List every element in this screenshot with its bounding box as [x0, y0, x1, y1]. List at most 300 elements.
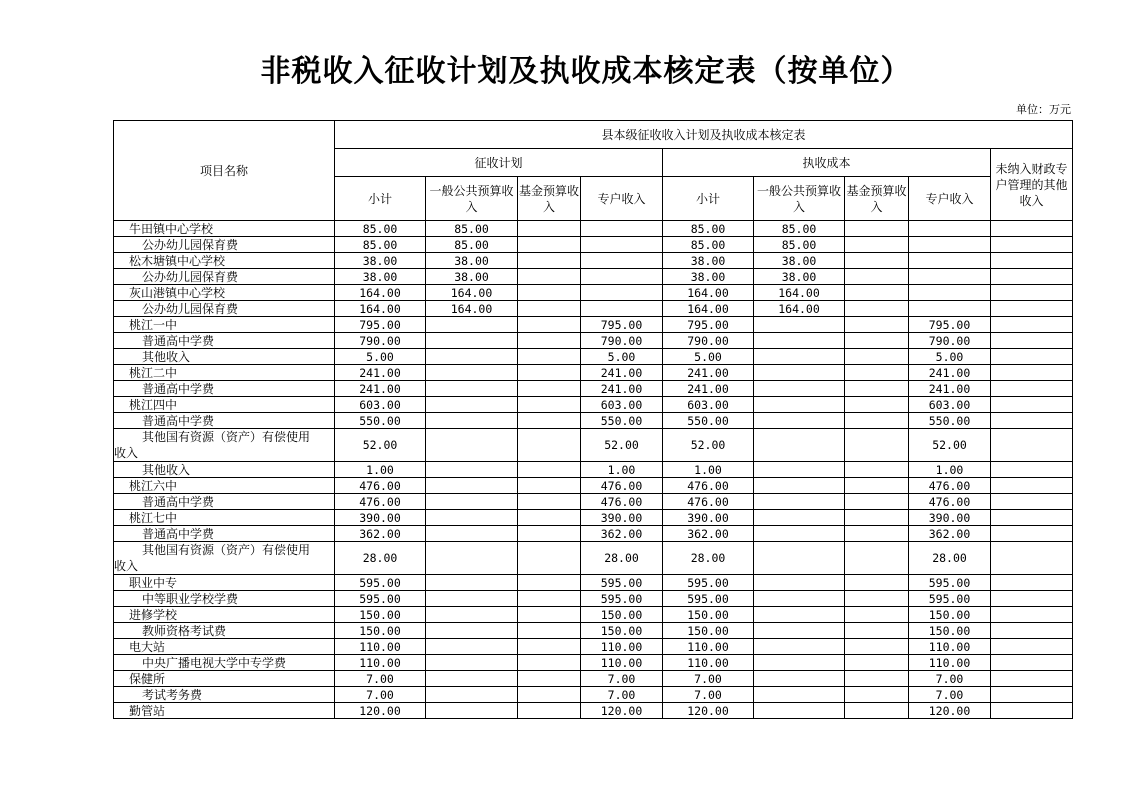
- row-value-cell: [426, 591, 518, 607]
- row-value-cell: [991, 575, 1073, 591]
- row-value-cell: 795.00: [335, 317, 426, 333]
- row-value-cell: 7.00: [909, 687, 991, 703]
- row-value-cell: [518, 526, 581, 542]
- table-row: [114, 237, 1073, 253]
- row-value-cell: [518, 510, 581, 526]
- row-value-cell: 164.00: [335, 301, 426, 317]
- row-value-cell: [991, 365, 1073, 381]
- row-item-name: 普通高中学费: [114, 526, 335, 542]
- row-value-cell: [518, 591, 581, 607]
- row-item-name: 桃江一中: [114, 317, 335, 333]
- table-row: [114, 623, 1073, 639]
- row-value-cell: [518, 301, 581, 317]
- row-value-cell: [426, 317, 518, 333]
- row-value-cell: [991, 381, 1073, 397]
- row-value-cell: [754, 494, 845, 510]
- row-value-cell: [518, 703, 581, 719]
- row-value-cell: [909, 301, 991, 317]
- header-cost-general-budget: 一般公共预算收入: [754, 177, 845, 221]
- row-value-cell: [991, 607, 1073, 623]
- row-value-cell: [991, 639, 1073, 655]
- row-value-cell: 7.00: [663, 671, 754, 687]
- row-value-cell: [518, 269, 581, 285]
- row-value-cell: [845, 542, 909, 575]
- row-value-cell: 150.00: [335, 623, 426, 639]
- row-value-cell: [991, 237, 1073, 253]
- row-value-cell: [754, 478, 845, 494]
- table-row: [114, 221, 1073, 237]
- row-value-cell: 476.00: [335, 494, 426, 510]
- header-plan-special-account: 专户收入: [581, 177, 663, 221]
- row-value-cell: 150.00: [581, 623, 663, 639]
- row-item-name: 中央广播电视大学中专学费: [114, 655, 335, 671]
- row-value-cell: 595.00: [335, 575, 426, 591]
- row-value-cell: [518, 237, 581, 253]
- row-item-name: 考试考务费: [114, 687, 335, 703]
- row-value-cell: [426, 623, 518, 639]
- row-value-cell: [845, 655, 909, 671]
- row-value-cell: [518, 317, 581, 333]
- row-value-cell: [426, 510, 518, 526]
- row-value-cell: [426, 381, 518, 397]
- row-value-cell: 795.00: [909, 317, 991, 333]
- row-value-cell: [518, 285, 581, 301]
- row-value-cell: 595.00: [909, 575, 991, 591]
- row-value-cell: 110.00: [909, 639, 991, 655]
- row-item-name: 松木塘镇中心学校: [114, 253, 335, 269]
- row-value-cell: 110.00: [581, 639, 663, 655]
- row-value-cell: [991, 317, 1073, 333]
- row-value-cell: [991, 655, 1073, 671]
- row-value-cell: [991, 301, 1073, 317]
- row-value-cell: [754, 687, 845, 703]
- row-value-cell: [518, 397, 581, 413]
- row-value-cell: [754, 526, 845, 542]
- row-value-cell: 1.00: [335, 462, 426, 478]
- row-value-cell: [754, 510, 845, 526]
- row-value-cell: [845, 575, 909, 591]
- row-value-cell: [754, 671, 845, 687]
- row-value-cell: [581, 253, 663, 269]
- row-value-cell: 38.00: [335, 253, 426, 269]
- row-value-cell: [991, 462, 1073, 478]
- header-not-included: 未纳入财政专户管理的其他收入: [991, 149, 1073, 221]
- table-row: [114, 397, 1073, 413]
- row-item-name: 进修学校: [114, 607, 335, 623]
- row-value-cell: 110.00: [335, 655, 426, 671]
- row-value-cell: 85.00: [335, 221, 426, 237]
- row-value-cell: [518, 671, 581, 687]
- table-row: [114, 333, 1073, 349]
- row-value-cell: [581, 221, 663, 237]
- row-value-cell: 85.00: [426, 221, 518, 237]
- row-value-cell: [754, 365, 845, 381]
- row-item-name: 普通高中学费: [114, 494, 335, 510]
- row-value-cell: 241.00: [335, 365, 426, 381]
- row-value-cell: 390.00: [909, 510, 991, 526]
- row-value-cell: [845, 623, 909, 639]
- table-row: [114, 687, 1073, 703]
- row-value-cell: [845, 494, 909, 510]
- row-item-name: 其他收入: [114, 349, 335, 365]
- row-value-cell: 120.00: [663, 703, 754, 719]
- row-value-cell: [991, 591, 1073, 607]
- table-row: [114, 494, 1073, 510]
- row-value-cell: [518, 494, 581, 510]
- row-value-cell: [426, 429, 518, 462]
- row-value-cell: [845, 639, 909, 655]
- row-value-cell: [845, 221, 909, 237]
- row-value-cell: [426, 462, 518, 478]
- row-value-cell: [754, 397, 845, 413]
- row-item-name: 普通高中学费: [114, 381, 335, 397]
- row-value-cell: [991, 397, 1073, 413]
- row-value-cell: [518, 542, 581, 575]
- table-row: [114, 542, 1073, 575]
- row-value-cell: [991, 253, 1073, 269]
- row-value-cell: 85.00: [663, 221, 754, 237]
- table-row: [114, 478, 1073, 494]
- row-value-cell: [991, 703, 1073, 719]
- row-value-cell: [518, 655, 581, 671]
- row-value-cell: 164.00: [663, 301, 754, 317]
- row-value-cell: [991, 429, 1073, 462]
- row-value-cell: [518, 349, 581, 365]
- row-value-cell: 1.00: [581, 462, 663, 478]
- row-value-cell: [845, 671, 909, 687]
- row-value-cell: 38.00: [335, 269, 426, 285]
- row-value-cell: 110.00: [663, 639, 754, 655]
- header-execution-cost: 执收成本: [663, 149, 991, 177]
- row-value-cell: [518, 687, 581, 703]
- unit-label: 单位：万元: [1016, 103, 1071, 116]
- row-value-cell: [845, 510, 909, 526]
- row-value-cell: 150.00: [581, 607, 663, 623]
- table-row: [114, 365, 1073, 381]
- row-value-cell: [426, 703, 518, 719]
- row-value-cell: 603.00: [909, 397, 991, 413]
- row-value-cell: [518, 462, 581, 478]
- row-item-name: 勤管站: [114, 703, 335, 719]
- row-value-cell: 362.00: [581, 526, 663, 542]
- row-value-cell: 595.00: [909, 591, 991, 607]
- row-value-cell: 7.00: [581, 671, 663, 687]
- row-value-cell: [909, 253, 991, 269]
- row-item-name: 桃江七中: [114, 510, 335, 526]
- row-value-cell: 52.00: [909, 429, 991, 462]
- row-value-cell: 795.00: [581, 317, 663, 333]
- row-value-cell: [991, 671, 1073, 687]
- row-value-cell: [845, 429, 909, 462]
- row-item-name-line2: 收入: [114, 559, 139, 573]
- row-value-cell: 476.00: [663, 494, 754, 510]
- row-item-name: 职业中专: [114, 575, 335, 591]
- row-value-cell: [754, 349, 845, 365]
- header-plan-fund-budget: 基金预算收入: [518, 177, 581, 221]
- row-value-cell: 5.00: [909, 349, 991, 365]
- row-item-name: 公办幼儿园保育费: [114, 237, 335, 253]
- row-value-cell: 595.00: [335, 591, 426, 607]
- row-value-cell: [518, 607, 581, 623]
- header-county-level: 县本级征收收入计划及执收成本核定表: [335, 121, 1073, 149]
- row-value-cell: 38.00: [426, 253, 518, 269]
- fee-plan-table: [113, 120, 1073, 719]
- row-value-cell: 5.00: [663, 349, 754, 365]
- row-value-cell: 28.00: [335, 542, 426, 575]
- row-value-cell: [754, 703, 845, 719]
- row-value-cell: [991, 623, 1073, 639]
- header-cost-special-account: 专户收入: [909, 177, 991, 221]
- row-value-cell: 110.00: [581, 655, 663, 671]
- row-value-cell: [754, 575, 845, 591]
- table-body: [114, 221, 1073, 719]
- row-value-cell: 150.00: [909, 623, 991, 639]
- row-value-cell: 7.00: [581, 687, 663, 703]
- row-value-cell: 7.00: [335, 687, 426, 703]
- row-value-cell: 38.00: [754, 253, 845, 269]
- row-value-cell: 476.00: [909, 494, 991, 510]
- row-value-cell: [518, 575, 581, 591]
- row-value-cell: 150.00: [909, 607, 991, 623]
- row-value-cell: 476.00: [581, 478, 663, 494]
- row-value-cell: [991, 285, 1073, 301]
- row-value-cell: [754, 639, 845, 655]
- row-value-cell: 85.00: [663, 237, 754, 253]
- row-value-cell: [845, 607, 909, 623]
- row-value-cell: [518, 478, 581, 494]
- row-value-cell: 28.00: [663, 542, 754, 575]
- row-value-cell: 110.00: [663, 655, 754, 671]
- row-value-cell: [991, 221, 1073, 237]
- row-value-cell: [426, 655, 518, 671]
- row-value-cell: 550.00: [663, 413, 754, 429]
- row-value-cell: 150.00: [663, 623, 754, 639]
- table-row: [114, 269, 1073, 285]
- row-value-cell: 241.00: [581, 365, 663, 381]
- row-item-name: [114, 542, 335, 575]
- row-value-cell: [991, 542, 1073, 575]
- header-cost-fund-budget: 基金预算收入: [845, 177, 909, 221]
- header-cost-subtotal: 小计: [663, 177, 754, 221]
- table-row: [114, 655, 1073, 671]
- row-value-cell: 476.00: [663, 478, 754, 494]
- row-value-cell: 120.00: [909, 703, 991, 719]
- row-value-cell: [754, 591, 845, 607]
- header-plan-subtotal: 小计: [335, 177, 426, 221]
- row-value-cell: 120.00: [335, 703, 426, 719]
- row-value-cell: [754, 542, 845, 575]
- row-value-cell: 5.00: [581, 349, 663, 365]
- row-value-cell: [845, 365, 909, 381]
- row-item-name: 公办幼儿园保育费: [114, 301, 335, 317]
- row-value-cell: [845, 413, 909, 429]
- row-value-cell: [518, 381, 581, 397]
- row-value-cell: 595.00: [581, 591, 663, 607]
- row-value-cell: 603.00: [663, 397, 754, 413]
- row-value-cell: [845, 381, 909, 397]
- row-value-cell: [426, 349, 518, 365]
- row-value-cell: [426, 639, 518, 655]
- row-value-cell: 38.00: [754, 269, 845, 285]
- row-value-cell: [991, 510, 1073, 526]
- row-value-cell: [426, 494, 518, 510]
- row-value-cell: [426, 687, 518, 703]
- row-value-cell: [845, 397, 909, 413]
- row-value-cell: [845, 301, 909, 317]
- table-row: [114, 639, 1073, 655]
- row-value-cell: [426, 607, 518, 623]
- table-row: [114, 413, 1073, 429]
- row-item-name: 其他收入: [114, 462, 335, 478]
- row-value-cell: [426, 478, 518, 494]
- row-value-cell: [909, 269, 991, 285]
- row-item-name: [114, 429, 335, 462]
- row-value-cell: [426, 575, 518, 591]
- row-value-cell: 550.00: [909, 413, 991, 429]
- row-value-cell: [754, 381, 845, 397]
- row-value-cell: 164.00: [335, 285, 426, 301]
- row-value-cell: [518, 253, 581, 269]
- row-value-cell: [845, 285, 909, 301]
- row-value-cell: 52.00: [581, 429, 663, 462]
- row-item-name: 公办幼儿园保育费: [114, 269, 335, 285]
- header-item-name: 项目名称: [114, 121, 335, 221]
- row-value-cell: 150.00: [663, 607, 754, 623]
- row-value-cell: 362.00: [663, 526, 754, 542]
- row-value-cell: 595.00: [663, 575, 754, 591]
- row-value-cell: 150.00: [335, 607, 426, 623]
- row-value-cell: [426, 397, 518, 413]
- row-value-cell: 790.00: [663, 333, 754, 349]
- table-row: [114, 510, 1073, 526]
- row-value-cell: [991, 526, 1073, 542]
- row-value-cell: [754, 429, 845, 462]
- row-value-cell: 164.00: [426, 285, 518, 301]
- row-value-cell: 241.00: [581, 381, 663, 397]
- row-value-cell: 390.00: [663, 510, 754, 526]
- row-value-cell: [845, 253, 909, 269]
- row-item-name: 牛田镇中心学校: [114, 221, 335, 237]
- row-value-cell: 476.00: [335, 478, 426, 494]
- row-value-cell: [518, 221, 581, 237]
- row-value-cell: [426, 333, 518, 349]
- row-value-cell: [518, 333, 581, 349]
- row-item-name: 普通高中学费: [114, 333, 335, 349]
- row-value-cell: 790.00: [909, 333, 991, 349]
- row-value-cell: [991, 413, 1073, 429]
- row-value-cell: [845, 317, 909, 333]
- row-value-cell: 120.00: [581, 703, 663, 719]
- row-value-cell: 390.00: [581, 510, 663, 526]
- row-value-cell: [845, 269, 909, 285]
- row-value-cell: 790.00: [581, 333, 663, 349]
- header-collection-plan: 征收计划: [335, 149, 663, 177]
- row-value-cell: [754, 317, 845, 333]
- row-value-cell: [581, 237, 663, 253]
- row-item-name: 教师资格考试费: [114, 623, 335, 639]
- row-value-cell: [845, 349, 909, 365]
- row-value-cell: 38.00: [663, 269, 754, 285]
- row-item-name: 桃江二中: [114, 365, 335, 381]
- row-value-cell: 790.00: [335, 333, 426, 349]
- row-value-cell: 241.00: [663, 365, 754, 381]
- table-row: [114, 607, 1073, 623]
- table-row: [114, 381, 1073, 397]
- row-value-cell: [845, 478, 909, 494]
- table-row: [114, 671, 1073, 687]
- row-value-cell: [845, 333, 909, 349]
- row-value-cell: 164.00: [663, 285, 754, 301]
- row-value-cell: [754, 413, 845, 429]
- row-item-name: 保健所: [114, 671, 335, 687]
- row-value-cell: [754, 462, 845, 478]
- row-value-cell: 241.00: [663, 381, 754, 397]
- row-value-cell: [518, 623, 581, 639]
- table-row: [114, 429, 1073, 462]
- row-value-cell: [581, 301, 663, 317]
- row-value-cell: 550.00: [581, 413, 663, 429]
- table-row: [114, 703, 1073, 719]
- row-value-cell: 164.00: [754, 301, 845, 317]
- row-value-cell: 603.00: [581, 397, 663, 413]
- row-item-name: 桃江六中: [114, 478, 335, 494]
- table-row: [114, 575, 1073, 591]
- row-value-cell: 52.00: [663, 429, 754, 462]
- row-item-name: 桃江四中: [114, 397, 335, 413]
- row-value-cell: [426, 365, 518, 381]
- row-value-cell: [909, 221, 991, 237]
- row-value-cell: 7.00: [663, 687, 754, 703]
- row-value-cell: [754, 655, 845, 671]
- row-value-cell: 550.00: [335, 413, 426, 429]
- table-row: [114, 301, 1073, 317]
- table-row: [114, 285, 1073, 301]
- row-item-name: 灰山港镇中心学校: [114, 285, 335, 301]
- row-value-cell: [991, 333, 1073, 349]
- row-value-cell: [754, 333, 845, 349]
- row-value-cell: 7.00: [909, 671, 991, 687]
- row-value-cell: [581, 285, 663, 301]
- row-value-cell: [991, 494, 1073, 510]
- row-value-cell: [845, 237, 909, 253]
- row-value-cell: 595.00: [581, 575, 663, 591]
- row-value-cell: [518, 413, 581, 429]
- row-item-name: 普通高中学费: [114, 413, 335, 429]
- row-value-cell: 52.00: [335, 429, 426, 462]
- row-value-cell: 38.00: [426, 269, 518, 285]
- row-value-cell: [426, 526, 518, 542]
- row-value-cell: 110.00: [335, 639, 426, 655]
- row-value-cell: 1.00: [663, 462, 754, 478]
- table-row: [114, 591, 1073, 607]
- row-value-cell: [845, 462, 909, 478]
- header-plan-general-budget: 一般公共预算收入: [426, 177, 518, 221]
- row-value-cell: 7.00: [335, 671, 426, 687]
- row-value-cell: [845, 526, 909, 542]
- row-value-cell: [845, 687, 909, 703]
- row-value-cell: 85.00: [335, 237, 426, 253]
- row-item-name: 中等职业学校学费: [114, 591, 335, 607]
- row-value-cell: 390.00: [335, 510, 426, 526]
- row-value-cell: [991, 478, 1073, 494]
- row-value-cell: 85.00: [754, 221, 845, 237]
- row-value-cell: 110.00: [909, 655, 991, 671]
- row-value-cell: 476.00: [909, 478, 991, 494]
- row-value-cell: 5.00: [335, 349, 426, 365]
- row-value-cell: 38.00: [663, 253, 754, 269]
- row-value-cell: 595.00: [663, 591, 754, 607]
- table-row: [114, 253, 1073, 269]
